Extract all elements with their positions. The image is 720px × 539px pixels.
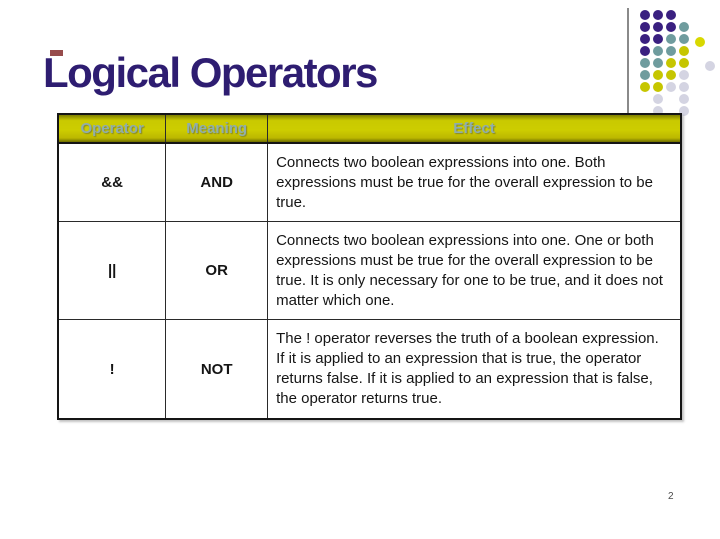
table-row-and bbox=[58, 143, 681, 222]
yellow-dot bbox=[640, 82, 650, 92]
yellow-dot bbox=[666, 58, 676, 68]
lavender-dot bbox=[679, 94, 689, 104]
column-header-effect: Effect bbox=[268, 114, 681, 143]
logical-operators-table bbox=[57, 113, 682, 420]
operator-effect-not: The ! operator reverses the truth of a boolean expression. If it is applied to an expression that is true, the operator returns false. If it is applied to an expression that is false, the operator returns true. bbox=[268, 320, 681, 420]
yellow-dot bbox=[666, 70, 676, 80]
lavender-dot bbox=[679, 70, 689, 80]
purple-dot bbox=[653, 10, 663, 20]
lavender-dot bbox=[666, 82, 676, 92]
teal-dot bbox=[666, 34, 676, 44]
operator-symbol-and: && bbox=[58, 143, 166, 222]
purple-dot bbox=[640, 22, 650, 32]
teal-dot bbox=[666, 46, 676, 56]
teal-dot bbox=[679, 22, 689, 32]
decorative-vertical-line bbox=[627, 8, 629, 113]
column-header-operator: Operator bbox=[58, 114, 166, 143]
purple-dot bbox=[640, 10, 650, 20]
operator-meaning-not: NOT bbox=[166, 320, 268, 420]
table-row-or bbox=[58, 222, 681, 320]
yellow-dot bbox=[679, 46, 689, 56]
slide-title: Logical Operators bbox=[43, 49, 377, 96]
operator-effect-or: Connects two boolean expressions into one. One or both expressions must be true for the overall expression to be true. It is only necessary for one to be true, and it does not matter which one. bbox=[268, 222, 681, 320]
purple-dot bbox=[653, 34, 663, 44]
purple-dot bbox=[666, 22, 676, 32]
teal-dot bbox=[640, 70, 650, 80]
teal-dot bbox=[653, 46, 663, 56]
operator-meaning-and: AND bbox=[166, 143, 268, 222]
purple-dot bbox=[666, 10, 676, 20]
yellow-dot bbox=[653, 70, 663, 80]
purple-dot bbox=[653, 22, 663, 32]
operator-effect-and: Connects two boolean expressions into one. Both expressions must be true for the overall expression to be true. bbox=[268, 143, 681, 222]
lavender-dot bbox=[653, 94, 663, 104]
lavender-dot bbox=[705, 61, 715, 71]
teal-dot bbox=[640, 58, 650, 68]
yellow-dot bbox=[679, 58, 689, 68]
yellow-bright-dot bbox=[695, 37, 705, 47]
purple-dot bbox=[640, 34, 650, 44]
table-row-not bbox=[58, 320, 681, 420]
purple-dot bbox=[640, 46, 650, 56]
yellow-dot bbox=[653, 82, 663, 92]
teal-dot bbox=[679, 34, 689, 44]
page-number: 2 bbox=[668, 491, 674, 502]
table-header-row bbox=[58, 114, 681, 143]
column-header-meaning: Meaning bbox=[166, 114, 268, 143]
operator-symbol-not: ! bbox=[58, 320, 166, 420]
teal-dot bbox=[653, 58, 663, 68]
operator-meaning-or: OR bbox=[166, 222, 268, 320]
lavender-dot bbox=[679, 82, 689, 92]
operator-symbol-or: || bbox=[58, 222, 166, 320]
